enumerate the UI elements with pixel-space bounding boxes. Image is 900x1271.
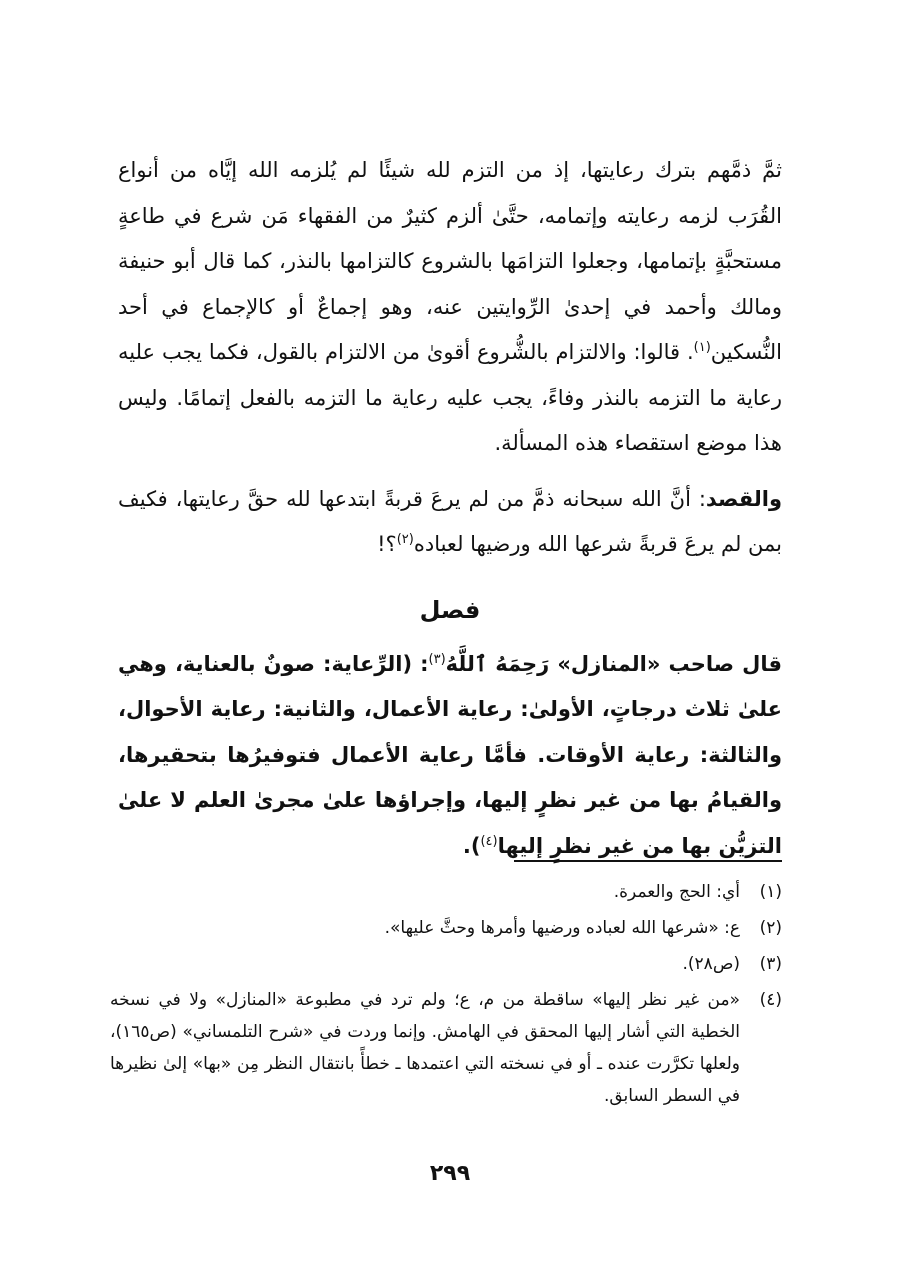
paragraph-2 — [118, 477, 782, 568]
footnote-text: ع: «شرعها الله لعباده ورضيها وأمرها وحثَّ عليها». — [384, 918, 740, 938]
paragraph-1 — [118, 148, 782, 467]
footnote-text: «من غير نظر إليها» ساقطة من م، ع؛ ولم ترد في مطبوعة «المنازل» ولا في نسخه الخطية التي أشار إليها المحقق في الهامش. وإنما وردت في «شرح التلمساني» (ص١٦٥)، ولعلها تكرَّرت عنده ـ أو في نسخته التي اعتمدها ـ خطأً بانتقال النظر مِن «بها» إلىٰ نظيرها في السطر السابق. — [110, 990, 740, 1106]
paragraph-2-text: : أنَّ الله سبحانه ذمَّ من لم يرعَ قربةً ابتدعها لله حقَّ رعايتها، فكيف بمن لم يرعَ قربةً شرعها الله ورضيها لعباده — [118, 486, 782, 556]
footnote-number: (٢) — [759, 918, 782, 938]
footnote-text: (ص٢٨). — [682, 954, 740, 974]
paragraph-1-continuation: . قالوا: والالتزام بالشُّروع أقوىٰ من الالتزام بالقول، فكما يجب عليه رعاية ما التزمه بالنذر وفاءً، يجب عليه رعاية ما التزمه بالفعل إتمامًا. وليس هذا موضع استقصاء هذه المسألة. — [118, 340, 782, 455]
quote-paragraph — [118, 642, 782, 870]
footnote-number: (٣) — [759, 954, 782, 974]
footnote-item — [110, 912, 782, 944]
quote-end: ). — [462, 833, 481, 858]
footnote-number: (٤) — [759, 990, 782, 1010]
quote-text: : (الرِّعاية: صونٌ بالعناية، وهي علىٰ ثلاث درجاتٍ، الأولىٰ: رعاية الأعمال، والثانية: رعاية الأحوال، والثالثة: رعاية الأوقات. فأمَّا رعاية الأعمال فتوفيرُها بتحقيرها، والقيامُ بها من غير نظرٍ إليها، وإجراؤها علىٰ مجرىٰ العلم لا علىٰ التزيُّن بها من غير نظرٍ إليها — [118, 651, 782, 858]
paragraph-2-end: ؟! — [377, 532, 397, 556]
footnote-divider — [514, 860, 782, 862]
footnote-ref-2: (٢) — [396, 532, 414, 547]
paragraph-2-lead: والقصد — [705, 486, 782, 511]
footnote-ref-4: (٤) — [480, 833, 498, 849]
paragraph-1-text: ثمَّ ذمَّهم بترك رعايتها، إذ من التزم لله شيئًا لم يُلزمه الله إيَّاه من أنواع القُرَب لزمه رعايته وإتمامه، حتَّىٰ ألزم كثيرٌ من الفقهاء مَن شرع في طاعةٍ مستحبَّةٍ بإتمامها، وجعلوا التزامَها بالشروع كالتزامها بالنذر، كما قال أبو حنيفة ومالك وأحمد في إحدىٰ الرِّوايتين عنه، وهو إجماعٌ أو كالإجماع في أحد النُّسكين — [118, 158, 782, 364]
footnote-ref-1: (١) — [693, 340, 711, 355]
footnote-item — [110, 876, 782, 908]
section-heading: فصل — [419, 595, 481, 624]
main-text — [118, 148, 782, 869]
quote-lead: قال صاحب «المنازل» — [549, 651, 782, 676]
footnotes — [110, 876, 782, 1116]
footnote-text: أي: الحج والعمرة. — [613, 882, 740, 902]
honorific: رَحِمَهُ ٱللَّهُ — [445, 651, 550, 676]
footnote-item — [110, 948, 782, 980]
footnote-ref-3: (٣) — [428, 651, 446, 667]
footnote-item — [110, 984, 782, 1112]
footnote-number: (١) — [759, 882, 782, 902]
page-number: ٢٩٩ — [429, 1161, 471, 1186]
